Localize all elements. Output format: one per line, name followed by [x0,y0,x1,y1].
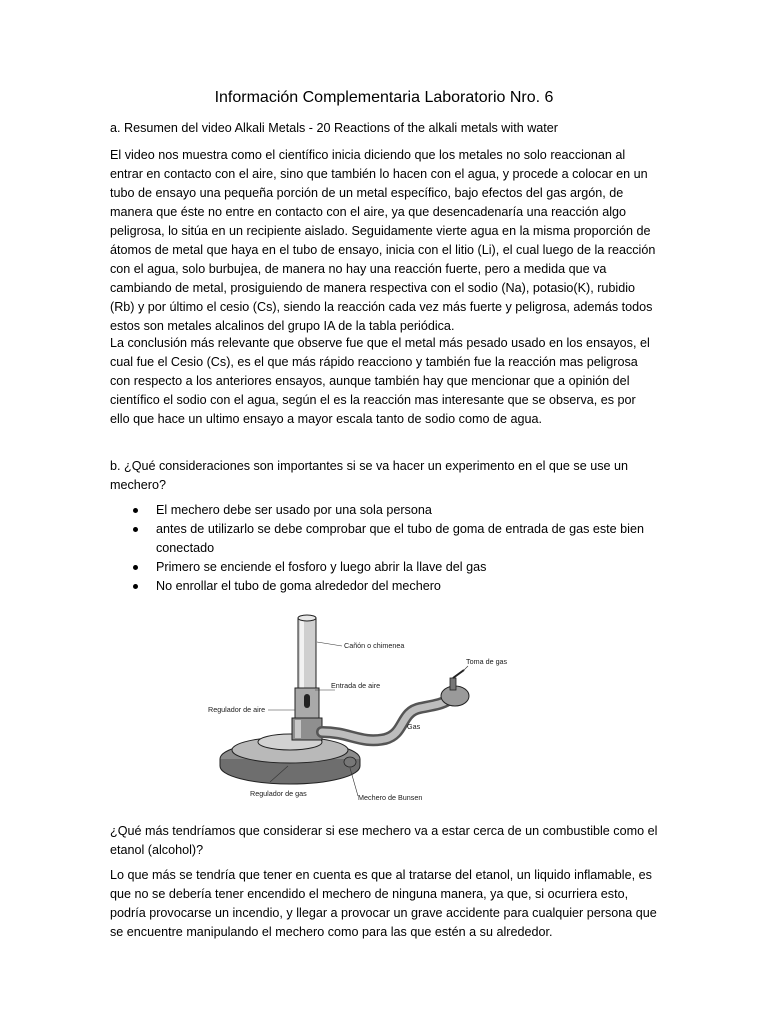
label-regulador-aire: Regulador de aire [208,705,266,714]
bunsen-burner-figure [200,604,530,812]
paragraph-text: El video nos muestra como el científico inicia diciendo que los metales no solo reaccionan al entrar en contacto con el aire, sino que también lo hacen con el agua, y procede a colocar en un tubo de ensayo una pequeña porción de un metal específico, bajo efectos del gas argón, de manera que éste no entre en contacto con el aire, ya que desencadenaría una reacción algo peligrosa, lo sitúa en un recipiente aislado. Seguidamente vierte agua en la misma proporción de átomos de metal que haya en el tubo de ensayo, inicia con el litio (Li), el cual luego de la reacción con el agua, solo burbujea, de manera no hay una reacción fuerte, pero a medida que va cambiando de metal, prosiguiendo de manera respectiva con el sodio (Na), potasio(K), rubidio (Rb) y por último el cesio (Cs), siendo la reacción cada vez más fuerte y peligrosa, además todos estos son metales alcalinos del grupo IA de la tabla periódica. [110,148,656,333]
section-b-question: b. ¿Qué consideraciones son importantes si se va hacer un experimento en el que se use un mechero? [110,459,629,492]
bullet-icon [133,527,138,532]
paragraph-text: Lo que más se tendría que tener en cuenta es que al tratarse del etanol, un liquido inflamable, es que no se debería tener encendido el mechero de ninguna manera, ya que, si ocurriera esto, podría provocarse un incendio, y llegar a provocar un grave accidente para cualquier persona que se encuentre manipulando el mechero como para las que estén a su alrededor. [110,868,657,939]
label-entrada-aire: Entrada de aire [331,681,381,690]
section-c-answer [110,866,658,942]
bullet-icon [133,508,138,513]
list-item [110,501,658,520]
label-toma-gas: Toma de gas [466,657,508,666]
section-a-heading: a. Resumen del video Alkali Metals - 20 Reactions of the alkali metals with water [110,121,558,135]
paragraph-text: La conclusión más relevante que observe fue que el metal más pesado usado en los ensayos, el cual fue el Cesio (Cs), es el que más rápido reacciono y también fue la reacción mas peligrosa con respecto a los anteriores ensayos, aunque también hay que mencionar que a opinión del científico el sodio con el agua, según el es la reacción mas interesante que se observa, es por ello que hace un ultimo ensayo a mayor escala tanto de sodio como de agua. [110,336,650,426]
list-item [110,577,658,596]
burner-base-drawing [220,734,360,784]
label-mechero-bunsen: Mechero de Bunsen [358,793,423,802]
list-item [110,520,658,558]
section-c-question: ¿Qué más tendríamos que considerar si ese mechero va a estar cerca de un combustible como el etanol (alcohol)? [110,824,658,857]
bullet-icon [133,584,138,589]
section-b-bullet-list [110,501,658,596]
list-item-text: antes de utilizarlo se debe comprobar que el tubo de goma de entrada de gas este bien conectado [156,522,644,555]
document-title: Información Complementaria Laboratorio Nro. 6 [214,89,554,106]
list-item-text: Primero se enciende el fosforo y luego abrir la llave del gas [156,560,487,574]
list-item [110,558,658,577]
burner-barrel-drawing [292,615,322,740]
list-item-text: El mechero debe ser usado por una sola persona [156,503,432,517]
label-regulador-gas: Regulador de gas [250,789,307,798]
bullet-icon [133,565,138,570]
list-item-text: No enrollar el tubo de goma alrededor del mechero [156,579,441,593]
section-a-paragraph-1 [110,146,658,336]
section-a-paragraph-2 [110,334,658,429]
label-gas: Gas [407,722,421,731]
label-canon: Cañón o chimenea [344,641,405,650]
